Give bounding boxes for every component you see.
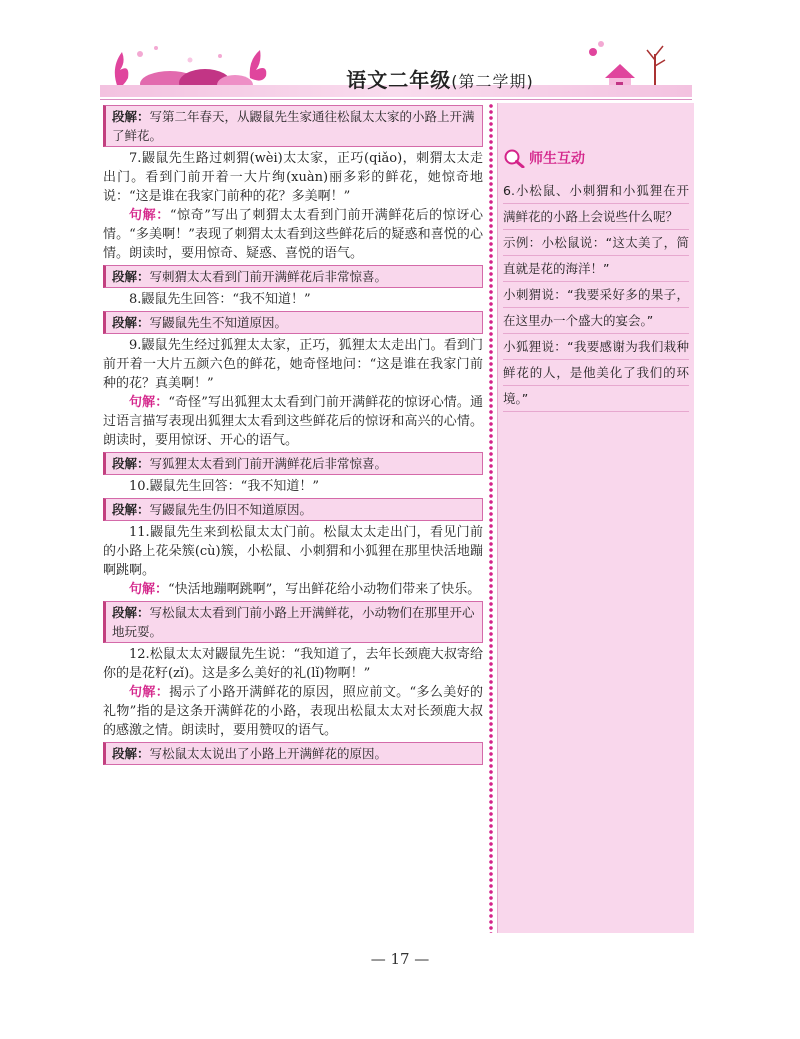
sentence-note-text: 揭示了小路开满鲜花的原因，照应前文。“多么美好的礼物”指的是这条开满鲜花的小路，表现出松鼠太太对长颈鹿大叔的感激之情。朗读时，要用赞叹的语气。: [103, 685, 483, 738]
paragraph-10: 10.鼹鼠先生回答：“我不知道！”: [129, 479, 319, 494]
page-title: [290, 64, 590, 93]
title-subtitle: (第二学期): [451, 72, 534, 91]
sidebar-heading: [503, 148, 689, 168]
section-label: 段解：: [112, 456, 150, 471]
sentence-note-text: “奇怪”写出狐狸太太看到门前开满鲜花的惊讶心情。通过语言描写表现出狐狸太太看到这些鲜花后的惊讶和高兴的心情。朗读时，要用惊讶、开心的语气。: [103, 395, 483, 448]
paragraph-11: 11.鼹鼠先生来到松鼠太太门前。松鼠太太走出门，看见门前的小路上花朵簇(cù)簇，小松鼠、小刺猬和小狐狸在那里快活地蹦啊跳啊。: [103, 525, 483, 578]
section-note-box: [103, 601, 483, 643]
page-number: — 17 —: [370, 950, 430, 968]
sentence-note-text: “快活地蹦啊跳啊”，写出鲜花给小动物们带来了快乐。: [168, 582, 481, 597]
sentence-label: 句解：: [129, 582, 169, 597]
sidebar-content: [503, 148, 689, 412]
answer-example-1: 示例：小松鼠说：“这太美了，简直就是花的海洋！”: [503, 230, 689, 282]
section-note-text: 写松鼠太太看到门前小路上开满鲜花，小动物们在那里开心地玩耍。: [112, 605, 475, 639]
interaction-sidebar: [497, 103, 694, 933]
section-note-box: [103, 498, 483, 521]
sentence-note-text: “惊奇”写出了刺猬太太看到门前开满鲜花后的惊讶心情。“多美啊！”表现了刺猬太太看到这些鲜花后的疑惑和喜悦的心情。朗读时，要用惊奇、疑惑、喜悦的语气。: [103, 208, 483, 261]
section-note-box: [103, 265, 483, 288]
header-rule: [100, 99, 692, 100]
paragraph-12: 12.松鼠太太对鼹鼠先生说：“我知道了，去年长颈鹿大叔寄给你的是花籽(zǐ)。这是多么美好的礼(lǐ)物啊！”: [103, 647, 483, 681]
sentence-label: 句解：: [129, 208, 170, 223]
sentence-label: 句解：: [129, 395, 169, 410]
paragraph-7: 7.鼹鼠先生路过刺猬(wèi)太太家，正巧(qiǎo)，刺猬太太走出门。看到门前开着一大片绚(xuàn)丽多彩的鲜花，她惊奇地说：“这是谁在我家门前种的花？多美啊！”: [103, 151, 483, 204]
main-text-column: [103, 103, 483, 767]
section-label: 段解：: [112, 269, 150, 284]
section-label: 段解：: [112, 746, 150, 761]
section-note-box: [103, 105, 483, 147]
sentence-note-12: [103, 683, 483, 740]
section-note-text: 写鼹鼠先生不知道原因。: [149, 315, 288, 330]
sentence-note-9: [103, 393, 483, 450]
section-note-box: [103, 452, 483, 475]
answer-example-3: 小狐狸说：“我要感谢为我们栽种鲜花的人，是他美化了我们的环境。”: [503, 334, 689, 412]
section-note-text: 写刺猬太太看到门前开满鲜花后非常惊喜。: [149, 269, 388, 284]
sidebar-heading-text: 师生互动: [529, 151, 585, 167]
section-label: 段解：: [112, 315, 150, 330]
paragraph-8: 8.鼹鼠先生回答：“我不知道！”: [129, 292, 311, 307]
page-header: [100, 30, 692, 100]
section-label: 段解：: [112, 109, 150, 124]
title-main: 语文二年级: [346, 68, 452, 92]
section-note-text: 写松鼠太太说出了小路上开满鲜花的原因。: [149, 746, 388, 761]
section-note-text: 写第二年春天，从鼹鼠先生家通往松鼠太太家的小路上开满了鲜花。: [112, 109, 475, 143]
section-label: 段解：: [112, 502, 150, 517]
sentence-label: 句解：: [129, 685, 170, 700]
question-6: 6.小松鼠、小刺猬和小狐狸在开满鲜花的小路上会说些什么呢？: [503, 178, 689, 230]
section-note-text: 写鼹鼠先生仍旧不知道原因。: [149, 502, 313, 517]
section-note-box: [103, 311, 483, 334]
paragraph-9: 9.鼹鼠先生经过狐狸太太家，正巧，狐狸太太走出门。看到门前开着一大片五颜六色的鲜花，她奇怪地问：“这是谁在我家门前种的花？真美啊！”: [103, 338, 483, 391]
section-note-text: 写狐狸太太看到门前开满鲜花后非常惊喜。: [149, 456, 388, 471]
sentence-note-11: [103, 580, 483, 599]
magnifier-icon: [503, 148, 525, 168]
heart-chain-divider: [486, 103, 496, 933]
sentence-note-7: [103, 206, 483, 263]
section-note-box: [103, 742, 483, 765]
answer-example-2: 小刺猬说：“我要采好多的果子，在这里办一个盛大的宴会。”: [503, 282, 689, 334]
section-label: 段解：: [112, 605, 150, 620]
